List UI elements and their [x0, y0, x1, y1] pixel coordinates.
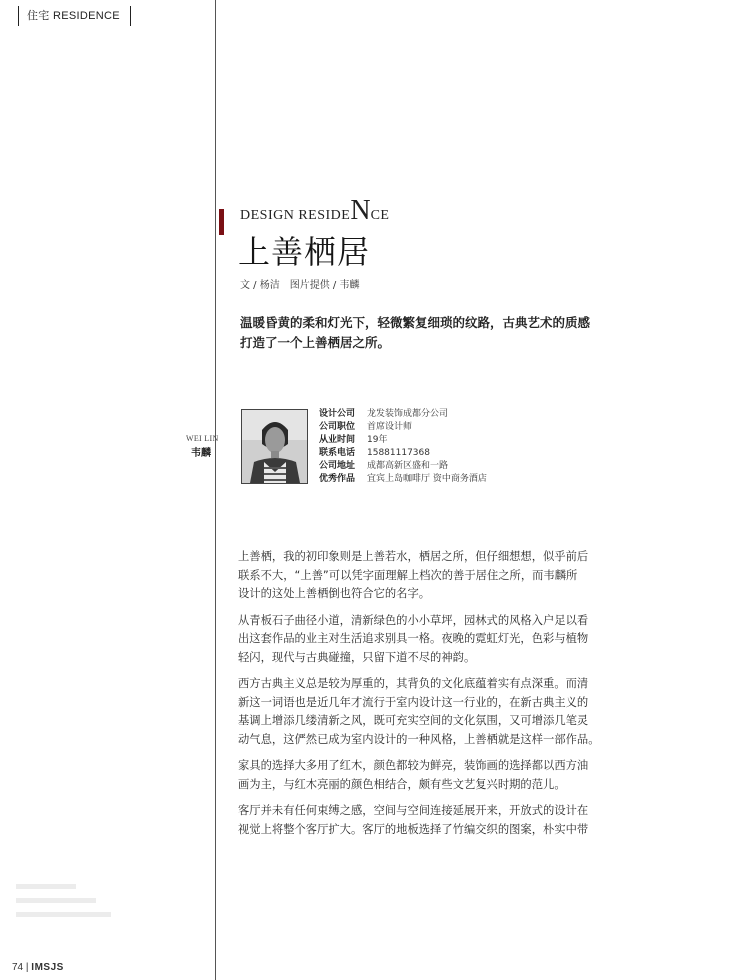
article-body — [238, 548, 600, 847]
body-line: 出这套作品的业主对生活追求别具一格。夜晚的霓虹灯光，色彩与植物 — [238, 632, 589, 645]
accent-bar — [219, 209, 224, 235]
info-label: 公司职位 — [319, 422, 356, 432]
body-paragraph-2 — [238, 612, 589, 668]
designer-name-en: WEI LIN — [186, 434, 219, 443]
body-line: 家具的选择大多用了红木，颜色都较为鲜亮，装饰画的选择都以西方油 — [238, 759, 589, 772]
info-label: 优秀作品 — [319, 474, 356, 484]
body-paragraph-1 — [238, 548, 589, 604]
info-label: 公司地址 — [319, 461, 356, 471]
designer-info — [319, 408, 487, 486]
info-value: 19年 — [367, 435, 388, 445]
info-label: 从业时间 — [319, 435, 356, 445]
article-title: 上善栖居 — [238, 233, 371, 271]
portrait-image — [242, 410, 307, 483]
lead-line-1: 温暖昏黄的柔和灯光下，轻微繁复细琐的纹路，古典艺术的质感 — [240, 315, 591, 330]
design-big-letter: N — [350, 195, 371, 226]
body-paragraph-5 — [238, 802, 589, 839]
faint-mark — [16, 912, 111, 917]
body-line: 联系不大，“上善”可以凭字面理解上档次的善于居住之所，而韦麟所 — [238, 568, 578, 582]
body-line: 西方古典主义总是较为厚重的，其背负的文化底蕴着实有点深重。而清 — [238, 677, 589, 690]
body-line: 设计的这处上善栖倒也符合它的名字。 — [238, 587, 431, 600]
credit-text: 文 / 杨洁 — [240, 280, 280, 291]
body-line: 视觉上将整个客厅扩大。客厅的地板选择了竹编交织的图案，朴实中带 — [238, 822, 589, 836]
info-row — [319, 421, 487, 434]
faint-mark — [16, 884, 76, 889]
body-line: 上善栖，我的初印象则是上善若水，栖居之所，但仔细想想，似乎前后 — [238, 550, 589, 563]
body-line: 轻闪，现代与古典碰撞，只留下道不尽的神韵。 — [238, 650, 476, 664]
info-label: 设计公司 — [319, 409, 356, 419]
info-row — [319, 460, 487, 473]
design-suffix: CE — [370, 208, 390, 223]
designer-name-cn: 韦麟 — [191, 448, 211, 459]
info-row — [319, 434, 487, 447]
info-value: 15881117368 — [367, 448, 430, 458]
credits — [240, 276, 369, 291]
info-row — [319, 408, 487, 421]
page-footer — [12, 962, 64, 973]
faint-mark — [16, 898, 96, 903]
body-line: 客厅并未有任何束缚之感，空间与空间连接延展开来，开放式的设计在 — [238, 804, 589, 817]
body-line: 动气息，这俨然已成为室内设计的一种风格，上善栖就是这样一部作品。 — [238, 732, 600, 746]
design-residence-heading — [240, 197, 389, 225]
info-row — [319, 473, 487, 486]
section-label: 住宅 RESIDENCE — [18, 6, 131, 26]
info-label: 联系电话 — [319, 448, 356, 458]
body-line: 新这一词语也是近几年才流行于室内设计这一行业的，在新古典主义的 — [238, 695, 589, 709]
lead-line-2: 打造了一个上善栖居之所。 — [240, 335, 391, 350]
page-number: 74 — [12, 962, 24, 973]
footer-separator: | — [25, 962, 29, 973]
info-value: 成都高新区盛和一路 — [367, 461, 449, 471]
info-value: 宜宾上岛咖啡厅 资中商务酒店 — [367, 474, 487, 484]
magazine-name: IMSJS — [31, 962, 64, 973]
column-divider — [215, 0, 216, 980]
body-line: 画为主，与红木亮丽的颜色相结合，颇有些文艺复兴时期的范儿。 — [238, 777, 566, 791]
body-paragraph-3 — [238, 675, 600, 749]
credit-photo: 图片提供 / 韦麟 — [289, 280, 360, 291]
info-value: 龙发装饰成都分公司 — [367, 409, 449, 419]
lead-paragraph — [240, 313, 590, 353]
info-row — [319, 447, 487, 460]
info-value: 首席设计师 — [367, 422, 413, 432]
body-line: 基调上增添几缕清新之风，既可充实空间的文化氛围，又可增添几笔灵 — [238, 714, 589, 727]
designer-portrait — [241, 409, 308, 484]
design-prefix: DESIGN RESIDE — [240, 208, 351, 223]
body-paragraph-4 — [238, 757, 589, 794]
body-line: 从青板石子曲径小道，清新绿色的小小草坪，园林式的风格入户足以看 — [238, 613, 589, 627]
